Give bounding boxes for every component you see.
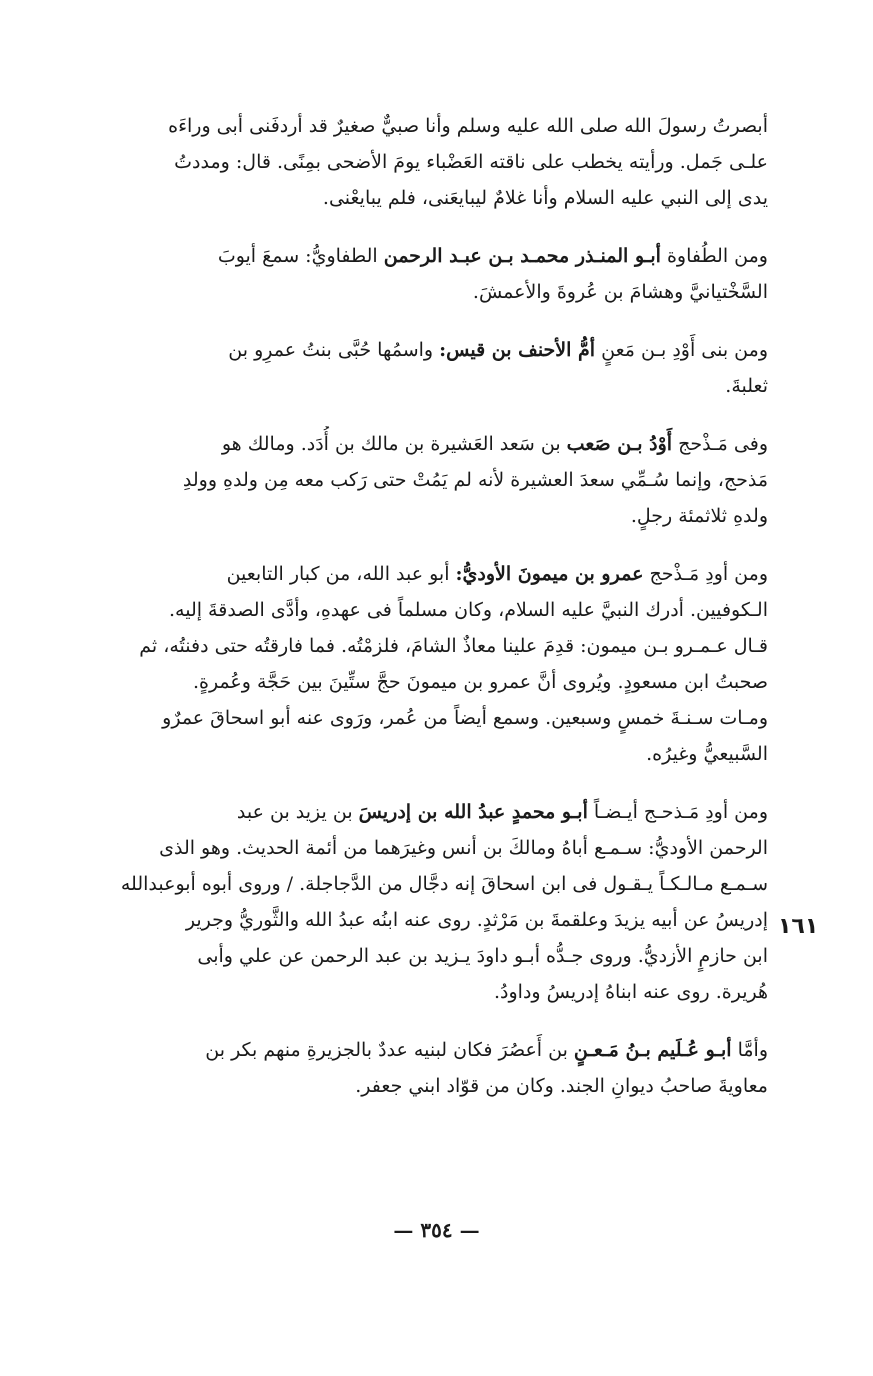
text-line <box>96 238 768 274</box>
text-line <box>96 426 768 462</box>
text-line <box>96 144 768 180</box>
page-number: — ٣٥٤ — <box>393 1218 480 1242</box>
text-line <box>96 938 768 974</box>
text-line <box>96 1032 768 1068</box>
text-run: ومن أودِ مَـذحـج أيـضـاً <box>587 801 768 823</box>
paragraph <box>96 108 768 216</box>
bold-name: أبـو المنـذر محمـد بـن عبـد الرحمن <box>383 245 661 267</box>
text-run: السَّبيعيُّ وغيرُه. <box>646 743 768 765</box>
paragraph <box>96 794 768 1010</box>
text-run: وأمَّا <box>731 1039 768 1061</box>
text-run: ومن الطُفاوة <box>660 245 768 267</box>
text-line <box>96 368 768 404</box>
text-run: بن يزيد بن عبد <box>236 801 359 823</box>
text-line <box>96 700 768 736</box>
text-run: يدى إلى النبي عليه السلام وأنا غلامٌ ليبايعَنى، فلم يبايعْنى. <box>322 187 768 209</box>
text-run: الـكوفيين. أدرك النبيَّ عليه السلام، وكان مسلماً فى عهدهِ، وأدَّى الصدقةَ إليه. <box>168 599 768 621</box>
text-body <box>96 108 768 1126</box>
text-line <box>96 332 768 368</box>
text-run: هُريرة. روى عنه ابناهُ إدريسُ وداودُ. <box>493 981 768 1003</box>
text-run: بن سَعد العَشيرة بن مالك بن أُدَد. ومالك هو <box>221 433 567 455</box>
text-line <box>96 664 768 700</box>
text-run: مَذحج، وإنما سُـمِّي سعدَ العشيرة لأنه لم يَمُتْ حتى رَكب معه مِن ولدهِ وولدِ <box>182 469 768 491</box>
text-line <box>96 866 768 902</box>
text-run: ولدهِ ثلاثمئة رجلٍ. <box>630 505 768 527</box>
bold-name: أمُّ الأحنف بن قيس: <box>439 339 596 361</box>
paragraph <box>96 426 768 534</box>
text-run: معاويةَ صاحبُ ديوانِ الجند. وكان من قوّاد ابني جعفر. <box>355 1075 768 1097</box>
paragraph <box>96 332 768 404</box>
text-run: السَّخْتيانيَّ وهشامَ بن عُروةَ والأعمشَ. <box>472 281 768 303</box>
bold-name: أبـو عُـلَيم بـنُ مَـعـنٍ <box>573 1039 732 1061</box>
margin-folio-number: ١٦١ <box>778 914 819 939</box>
text-run: ومـات سـنـةَ خمسٍ وسبعين. وسمع أيضاً من عُمر، ورَوى عنه أبو اسحاقَ عمرٌو <box>162 707 768 729</box>
text-line <box>96 462 768 498</box>
text-line <box>96 902 768 938</box>
text-run: بن أَعصُرَ فكان لبنيه عددٌ بالجزيرةِ منهم بكر بن <box>205 1039 574 1061</box>
text-line <box>96 736 768 772</box>
text-line <box>96 274 768 310</box>
text-line <box>96 108 768 144</box>
text-line <box>96 592 768 628</box>
text-run: ومن أودِ مَـذْحج <box>643 563 768 585</box>
paragraph <box>96 556 768 772</box>
text-line <box>96 974 768 1010</box>
paragraph <box>96 238 768 310</box>
text-run: الرحمن الأوديُّ: سـمـع أباهُ ومالكَ بن أنس وغيرَهما من أئمة الحديث. وهو الذى <box>159 837 768 859</box>
text-line <box>96 830 768 866</box>
text-run: صحبتُ ابن مسعودٍ. ويُروى أنَّ عمرو بن ميمونَ حجَّ ستِّينَ بين حَجَّة وعُمرةٍ. <box>192 671 768 693</box>
text-run: علـى جَمل. ورأيته يخطب على ناقته العَضْباء يومَ الأضحى بمِنًى. قال: ومددتُ <box>174 151 768 173</box>
text-run: الطفاويُّ: سمعَ أيوبَ <box>217 245 384 267</box>
text-run: إدريسُ عن أبيه يزيدَ وعلقمةَ بن مَرْثدٍ. روى عنه ابنُه عبدُ الله والثَّوريُّ وجرير <box>185 909 768 931</box>
text-run: وفى مَـذْحج <box>672 433 768 455</box>
text-line <box>96 628 768 664</box>
text-line <box>96 1068 768 1104</box>
bold-name: أبـو محمدٍ عبدُ الله بن إدريسَ <box>358 801 588 823</box>
text-run: قـال عـمـرو بـن ميمون: قدِمَ علينا معاذٌ الشامَ، فلزمْتُه. فما فارقتُه حتى دفنتُه، ثم <box>139 635 768 657</box>
text-line <box>96 556 768 592</box>
text-run: أبصرتُ رسولَ الله صلى الله عليه وسلم وأنا صبيٌّ صغيرٌ قد أردفَنى أبى وراءَه <box>168 115 768 137</box>
bold-name: عمرو بن ميمونَ الأوديُّ: <box>455 563 644 585</box>
paragraph <box>96 1032 768 1104</box>
text-line <box>96 180 768 216</box>
text-run: ثعلبةَ. <box>725 375 768 397</box>
text-run: واسمُها حُبَّى بنتُ عمرِو بن <box>228 339 440 361</box>
bold-name: أَوْدُ بـن صَعب <box>566 433 673 455</box>
text-run: ومن بنى أَوْدِ بـن مَعنٍ <box>595 339 768 361</box>
text-line <box>96 498 768 534</box>
text-run: ابن حازمٍ الأزديُّ. وروى جـدُّه أبـو داودَ يـزيد بن عبد الرحمن عن علي وأبى <box>197 945 768 967</box>
text-line <box>96 794 768 830</box>
text-run: أبو عبد الله، من كبار التابعين <box>226 563 456 585</box>
text-run: سـمـع مـالـكـاً يـقـول فى ابن اسحاقَ إنه دجَّال من الدَّجاجلة. / وروى أبوه أبوعبدالله <box>120 873 768 895</box>
